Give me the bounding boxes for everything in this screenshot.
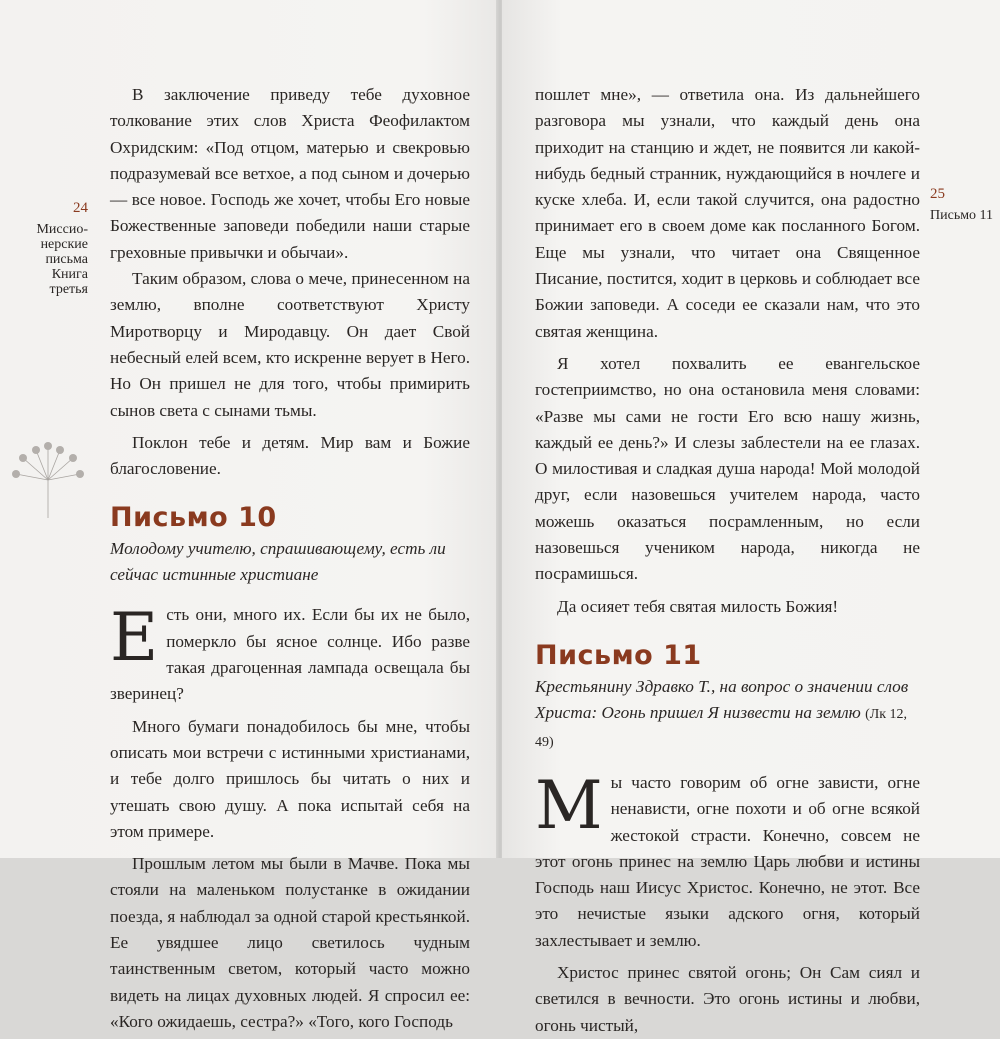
letter-subtitle-text: Крестьянину Здравко Т., на вопрос о значении слов Христа: Огонь пришел Я низвести на землю (535, 676, 909, 722)
paragraph: Поклон тебе и детям. Мир вам и Божие благословение. (110, 432, 470, 479)
right-folio (930, 187, 1000, 223)
paragraph: В заключение приведу тебе духовное толкование этих слов Христа Феофилактом Охридским: «Под отцом, матерью и свекровью подразумевай все ветхое, а под сыном и дочерью — все новое. Господь же хочет, чтобы Его новые Божественные заповеди победили наши старые греховные привычки и обычаи». (110, 85, 470, 262)
dropcap-letter: М (535, 766, 603, 844)
paragraph: Таким образом, слова о мече, принесенном на землю, вполне соответствуют Христу Миротворцу и Миродавцу. Он дает Свой небесный елей всем, кто искренне верует в Него. Но Он пришел не для того, чтобы примирить сынов света с сынами тьмы. (110, 269, 470, 420)
letter-heading: Письмо 11 (535, 639, 702, 671)
dropcap-letter: Е (110, 599, 159, 677)
running-title-line: третья (49, 282, 88, 297)
dropcap-text: сть они, много их. Если бы их не было, померкло бы ясное солнце. Ибо разве такая драгоценная лампада освещала бы зверинец? (110, 605, 470, 704)
running-title-line: Миссио- (36, 222, 88, 237)
running-title-line: нерские (40, 237, 88, 252)
letter-subtitle (535, 674, 920, 756)
paragraph: пошлет мне», — ответила она. Из дальнейшего разговора мы узнали, что каждый день она приходит на станцию и ждет, не появится ли какой-нибудь бедный странник, нуждающийся в ночлеге и куске хлеба. И, если такой случится, она радостно принимает его в своем доме как посланного Богом. Еще мы узнали, что читает она Священное Писание, постится, ходит в церковь и соблюдает все Божии заповеди. А соседи ее сказали нам, что это святая женщина. (535, 85, 920, 341)
paragraph: Прошлым летом мы были в Мачве. Пока мы стояли на маленьком полустанке в ожидании поезда, я наблюдал за одной старой крестьянкой. Ее увядшее лицо светилось чудным таинственным светом, который часто можно видеть на лицах духовных людей. Я спросил ее: «Кого ожидаешь, сестра?» «Того, кого Господь (110, 854, 470, 1031)
left-page (0, 0, 498, 1031)
dropcap-paragraph (535, 766, 920, 954)
paragraph: Много бумаги понадобилось бы мне, чтобы описать мои встречи с истинными христианами, и тебе долго пришлось бы читать о них и утешать свою душу. А пока испытай себя на этом примере. (110, 716, 470, 841)
paragraph: Христос принес святой огонь; Он Сам сиял и светился в вечности. Это огонь истины и любви, огонь чистый, (535, 963, 920, 1035)
umbel-flower-ornament (8, 440, 88, 520)
dropcap-paragraph (110, 599, 470, 707)
letter-heading: Письмо 10 (110, 502, 277, 534)
right-text-column (535, 82, 920, 1039)
paragraph: Да осияет тебя святая милость Божия! (557, 596, 839, 616)
paragraph: Я хотел похвалить ее евангельское гостеприимство, но она остановила меня словами: «Разве мы сами не гости Его всю нашу жизнь, каждый ее день?» И слезы заблестели на ее глазах. О милостивая и сладкая душа народа! Мой молодой друг, если назовешься учителем народа, часто можешь оказаться посрамленным, но если назовешься учеником народа, никогда не посрамишься. (535, 353, 920, 584)
page-number: 25 (930, 186, 945, 202)
letter-subtitle: Молодому учителю, спрашивающему, есть ли сейчас истинные христиане (110, 539, 446, 585)
left-folio (28, 201, 88, 297)
running-title-line: Письмо 11 (930, 208, 994, 223)
running-title-line: письма (45, 252, 88, 267)
running-title-line: Книга (51, 267, 88, 282)
dropcap-text: ы часто говорим об огне зависти, огне ненависти, огне похоти и об огне всякой жестокой страсти. Конечно, совсем не этот огонь принес на землю Царь любви и истины Господь наш Иисус Христос. Конечно, не этот. Все это нечистые языки адского огня, который захлестывает и землю. (535, 772, 920, 950)
left-text-column (110, 82, 470, 1035)
scripture-reference: (Лк 12, 49) (535, 706, 908, 750)
page-number: 24 (73, 200, 88, 216)
